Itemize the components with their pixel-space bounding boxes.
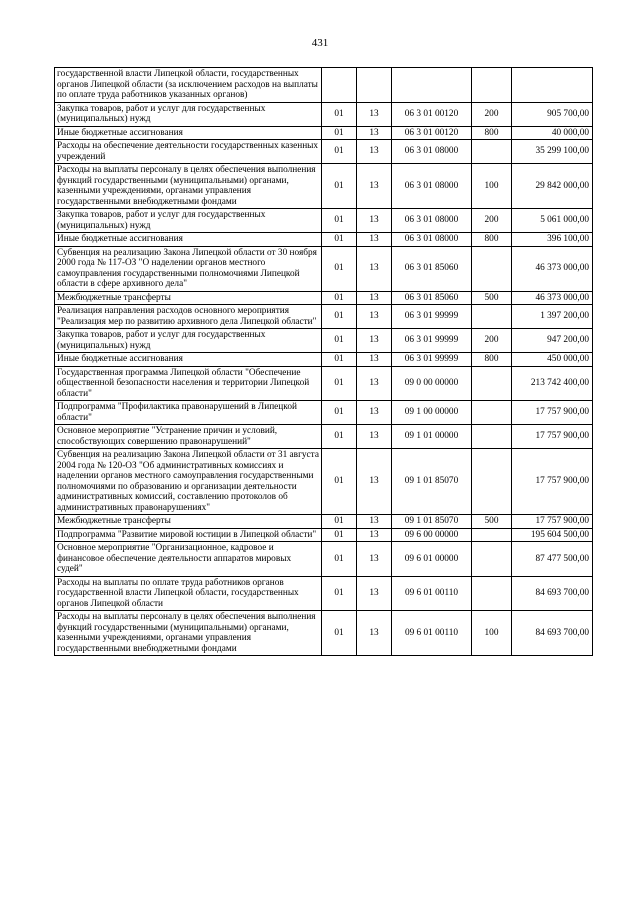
expense-name-cell: Расходы на выплаты персоналу в целях обеспечения выполнения функций государственными (муниципальными) органами, казенными учреждениями, органами управления государственными внебюджетными фондами <box>55 164 322 209</box>
budget-table <box>54 67 593 656</box>
amount-cell: 87 477 500,00 <box>512 542 593 577</box>
table-row <box>55 246 593 291</box>
table-row <box>55 126 593 140</box>
budget-table-body <box>55 68 593 656</box>
amount-cell: 84 693 700,00 <box>512 611 593 656</box>
expense-name-cell: Межбюджетные трансферты <box>55 515 322 529</box>
target-article-cell: 06 3 01 85060 <box>392 246 472 291</box>
expense-type-cell: 500 <box>472 291 512 305</box>
subsection-cell: 13 <box>357 209 392 233</box>
table-row <box>55 449 593 515</box>
subsection-cell: 13 <box>357 611 392 656</box>
expense-type-cell <box>472 305 512 329</box>
subsection-cell: 13 <box>357 140 392 164</box>
subsection-cell: 13 <box>357 305 392 329</box>
subsection-cell: 13 <box>357 233 392 247</box>
expense-name-cell: Субвенция на реализацию Закона Липецкой области от 31 августа 2004 года № 120-ОЗ "Об административных комиссиях и наделении органов местного самоуправления государственными полномочиями по образованию и организации деятельности административных комиссий, составлению протоколов об административных правонарушениях" <box>55 449 322 515</box>
expense-type-cell: 800 <box>472 126 512 140</box>
target-article-cell: 06 3 01 08000 <box>392 140 472 164</box>
amount-cell: 5 061 000,00 <box>512 209 593 233</box>
subsection-cell: 13 <box>357 102 392 126</box>
expense-type-cell <box>472 576 512 611</box>
expense-type-cell <box>472 366 512 401</box>
amount-cell: 213 742 400,00 <box>512 366 593 401</box>
table-row <box>55 305 593 329</box>
target-article-cell: 06 3 01 08000 <box>392 164 472 209</box>
expense-type-cell: 100 <box>472 164 512 209</box>
section-cell <box>322 68 357 103</box>
expense-name-cell: Основное мероприятие "Устранение причин и условий, способствующих совершению правонарушений" <box>55 425 322 449</box>
section-cell: 01 <box>322 164 357 209</box>
table-row <box>55 233 593 247</box>
amount-cell: 17 757 900,00 <box>512 401 593 425</box>
section-cell: 01 <box>322 425 357 449</box>
amount-cell: 46 373 000,00 <box>512 291 593 305</box>
amount-cell: 17 757 900,00 <box>512 425 593 449</box>
expense-type-cell <box>472 449 512 515</box>
section-cell: 01 <box>322 291 357 305</box>
section-cell: 01 <box>322 209 357 233</box>
section-cell: 01 <box>322 102 357 126</box>
amount-cell: 947 200,00 <box>512 329 593 353</box>
amount-cell: 905 700,00 <box>512 102 593 126</box>
table-row <box>55 425 593 449</box>
expense-type-cell <box>472 246 512 291</box>
subsection-cell: 13 <box>357 164 392 209</box>
amount-cell: 84 693 700,00 <box>512 576 593 611</box>
page-number: 431 <box>311 37 329 49</box>
table-row <box>55 329 593 353</box>
subsection-cell: 13 <box>357 576 392 611</box>
expense-name-cell: Реализация направления расходов основного мероприятия "Реализация мер по развитию архивного дела Липецкой области" <box>55 305 322 329</box>
expense-name-cell: Иные бюджетные ассигнования <box>55 126 322 140</box>
table-row <box>55 542 593 577</box>
amount-cell: 396 100,00 <box>512 233 593 247</box>
expense-type-cell: 200 <box>472 209 512 233</box>
table-row <box>55 353 593 367</box>
expense-name-cell: Расходы на выплаты персоналу в целях обеспечения выполнения функций государственными (муниципальными) органами, казенными учреждениями, органами управления государственными внебюджетными фондами <box>55 611 322 656</box>
amount-cell: 29 842 000,00 <box>512 164 593 209</box>
expense-type-cell <box>472 401 512 425</box>
section-cell: 01 <box>322 246 357 291</box>
subsection-cell: 13 <box>357 515 392 529</box>
expense-type-cell: 100 <box>472 611 512 656</box>
amount-cell: 195 604 500,00 <box>512 528 593 542</box>
section-cell: 01 <box>322 576 357 611</box>
section-cell: 01 <box>322 542 357 577</box>
expense-type-cell: 800 <box>472 233 512 247</box>
expense-name-cell: Основное мероприятие "Организационное, кадровое и финансовое обеспечение деятельности аппаратов мировых судей" <box>55 542 322 577</box>
section-cell: 01 <box>322 305 357 329</box>
expense-type-cell: 200 <box>472 102 512 126</box>
table-row <box>55 209 593 233</box>
subsection-cell: 13 <box>357 329 392 353</box>
target-article-cell: 06 3 01 08000 <box>392 233 472 247</box>
expense-name-cell: Межбюджетные трансферты <box>55 291 322 305</box>
subsection-cell: 13 <box>357 353 392 367</box>
subsection-cell: 13 <box>357 528 392 542</box>
section-cell: 01 <box>322 140 357 164</box>
section-cell: 01 <box>322 611 357 656</box>
table-row <box>55 515 593 529</box>
table-row <box>55 140 593 164</box>
table-row <box>55 366 593 401</box>
target-article-cell: 09 1 01 00000 <box>392 425 472 449</box>
target-article-cell: 06 3 01 99999 <box>392 305 472 329</box>
target-article-cell: 06 3 01 99999 <box>392 329 472 353</box>
expense-name-cell: Субвенция на реализацию Закона Липецкой области от 30 ноября 2000 года № 117-ОЗ "О наделении органов местного самоуправления государственными полномочиями Липецкой области в сфере архивного дела" <box>55 246 322 291</box>
table-row <box>55 528 593 542</box>
section-cell: 01 <box>322 126 357 140</box>
expense-name-cell: Иные бюджетные ассигнования <box>55 233 322 247</box>
expense-name-cell: Закупка товаров, работ и услуг для государственных (муниципальных) нужд <box>55 102 322 126</box>
target-article-cell: 06 3 01 00120 <box>392 102 472 126</box>
expense-type-cell <box>472 542 512 577</box>
subsection-cell: 13 <box>357 126 392 140</box>
section-cell: 01 <box>322 449 357 515</box>
expense-name-cell: Иные бюджетные ассигнования <box>55 353 322 367</box>
table-row <box>55 576 593 611</box>
table-row <box>55 102 593 126</box>
table-row <box>55 401 593 425</box>
section-cell: 01 <box>322 515 357 529</box>
expense-type-cell <box>472 528 512 542</box>
expense-name-cell: Государственная программа Липецкой области "Обеспечение общественной безопасности населения и территории Липецкой области" <box>55 366 322 401</box>
amount-cell <box>512 68 593 103</box>
subsection-cell: 13 <box>357 246 392 291</box>
amount-cell: 35 299 100,00 <box>512 140 593 164</box>
amount-cell: 46 373 000,00 <box>512 246 593 291</box>
amount-cell: 40 000,00 <box>512 126 593 140</box>
table-row <box>55 291 593 305</box>
subsection-cell: 13 <box>357 449 392 515</box>
expense-name-cell: Расходы на выплаты по оплате труда работников органов государственной власти Липецкой области, государственных органов Липецкой области <box>55 576 322 611</box>
expense-name-cell: Закупка товаров, работ и услуг для государственных (муниципальных) нужд <box>55 209 322 233</box>
section-cell: 01 <box>322 329 357 353</box>
expense-name-cell: государственной власти Липецкой области, государственных органов Липецкой области (за исключением расходов на выплаты по оплате труда работников указанных органов) <box>55 68 322 103</box>
expense-type-cell <box>472 425 512 449</box>
expense-type-cell <box>472 68 512 103</box>
table-row <box>55 611 593 656</box>
amount-cell: 17 757 900,00 <box>512 515 593 529</box>
target-article-cell <box>392 68 472 103</box>
target-article-cell: 09 1 01 85070 <box>392 515 472 529</box>
subsection-cell: 13 <box>357 401 392 425</box>
subsection-cell: 13 <box>357 425 392 449</box>
target-article-cell: 06 3 01 85060 <box>392 291 472 305</box>
expense-name-cell: Расходы на обеспечение деятельности государственных казенных учреждений <box>55 140 322 164</box>
target-article-cell: 09 6 01 00110 <box>392 576 472 611</box>
table-row <box>55 164 593 209</box>
expense-type-cell: 200 <box>472 329 512 353</box>
section-cell: 01 <box>322 401 357 425</box>
target-article-cell: 09 6 01 00110 <box>392 611 472 656</box>
expense-name-cell: Подпрограмма "Профилактика правонарушений в Липецкой области" <box>55 401 322 425</box>
section-cell: 01 <box>322 233 357 247</box>
amount-cell: 450 000,00 <box>512 353 593 367</box>
target-article-cell: 06 3 01 00120 <box>392 126 472 140</box>
table-row <box>55 68 593 103</box>
section-cell: 01 <box>322 528 357 542</box>
amount-cell: 17 757 900,00 <box>512 449 593 515</box>
expense-name-cell: Подпрограмма "Развитие мировой юстиции в Липецкой области" <box>55 528 322 542</box>
target-article-cell: 09 1 00 00000 <box>392 401 472 425</box>
target-article-cell: 09 6 00 00000 <box>392 528 472 542</box>
expense-name-cell: Закупка товаров, работ и услуг для государственных (муниципальных) нужд <box>55 329 322 353</box>
subsection-cell: 13 <box>357 542 392 577</box>
expense-type-cell: 500 <box>472 515 512 529</box>
section-cell: 01 <box>322 353 357 367</box>
target-article-cell: 09 6 01 00000 <box>392 542 472 577</box>
target-article-cell: 09 1 01 85070 <box>392 449 472 515</box>
section-cell: 01 <box>322 366 357 401</box>
expense-type-cell <box>472 140 512 164</box>
amount-cell: 1 397 200,00 <box>512 305 593 329</box>
target-article-cell: 06 3 01 99999 <box>392 353 472 367</box>
subsection-cell: 13 <box>357 291 392 305</box>
expense-type-cell: 800 <box>472 353 512 367</box>
target-article-cell: 09 0 00 00000 <box>392 366 472 401</box>
subsection-cell: 13 <box>357 366 392 401</box>
target-article-cell: 06 3 01 08000 <box>392 209 472 233</box>
subsection-cell <box>357 68 392 103</box>
